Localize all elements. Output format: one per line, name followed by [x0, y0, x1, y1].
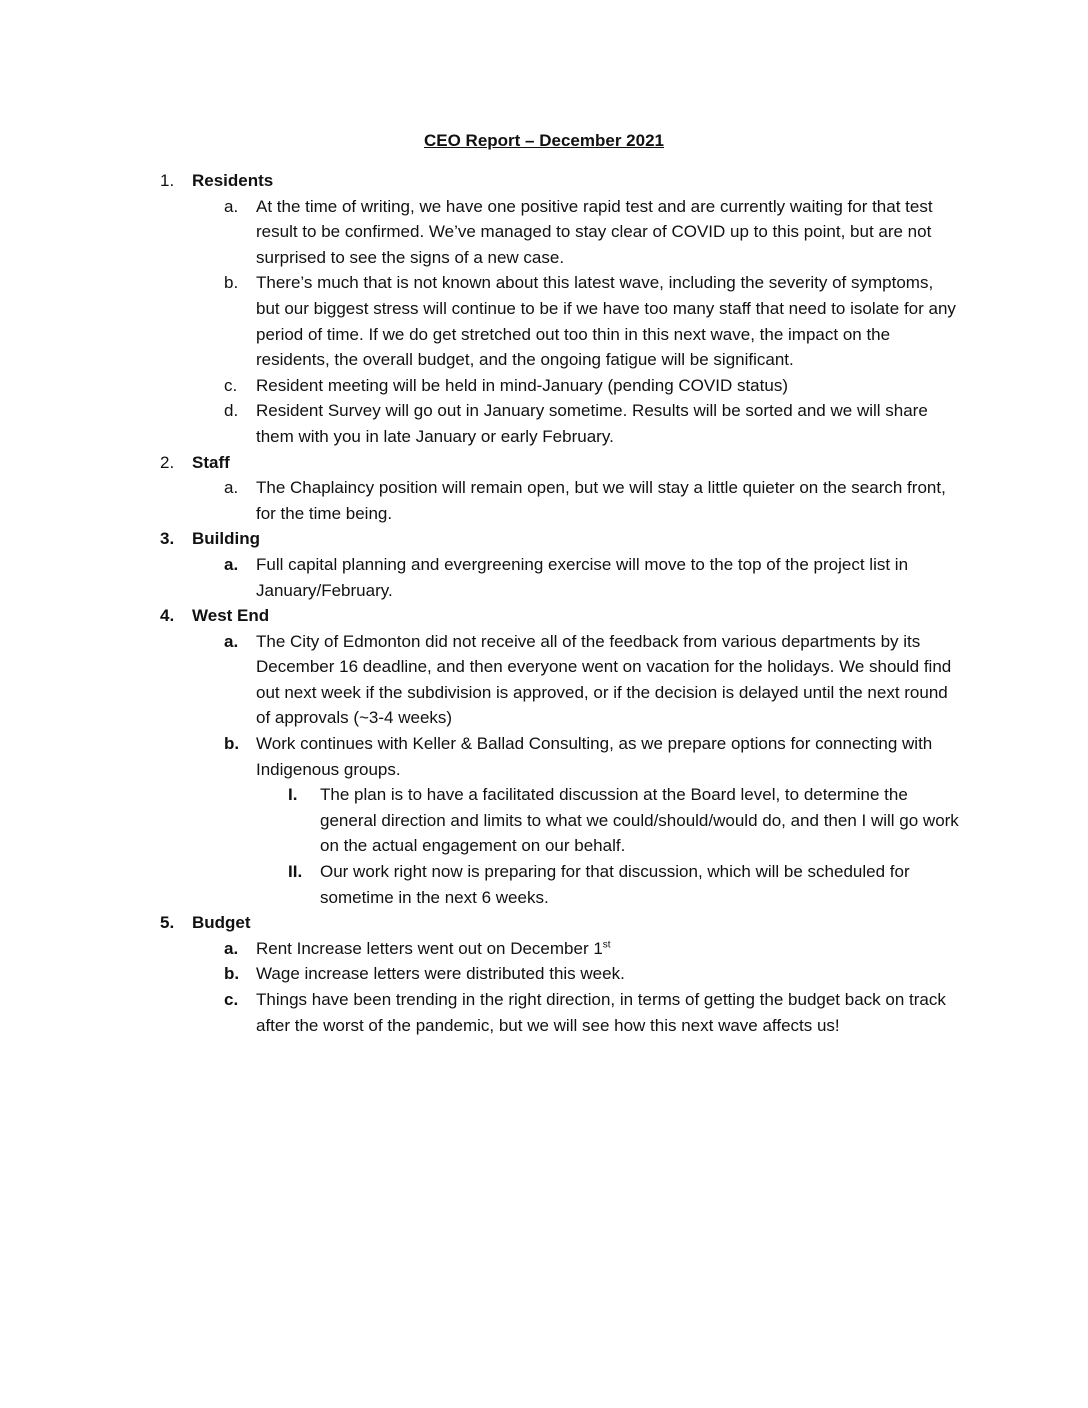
item-marker: a.	[224, 196, 239, 216]
section-number: 4.	[160, 606, 175, 626]
item-text: Things have been trending in the right direction, in terms of getting the budget back on track after the worst of the pandemic, but we will see how this next wave affects us!	[256, 990, 946, 1035]
report-sections	[160, 168, 960, 1038]
list-item	[160, 961, 960, 987]
sub-list-item	[160, 859, 960, 910]
list-item	[160, 629, 960, 731]
section-budget	[160, 910, 960, 1038]
section-residents	[160, 168, 960, 450]
section-heading	[160, 603, 960, 629]
section-heading	[160, 526, 960, 552]
sub-list-item	[160, 782, 960, 859]
subitem-text: The plan is to have a facilitated discussion at the Board level, to determine the general direction and limits to what we could/should/would do, and then I will go work on the actual engagement on our behalf.	[320, 785, 959, 856]
list-item	[160, 398, 960, 449]
section-staff	[160, 450, 960, 527]
list-item	[160, 270, 960, 372]
item-text: The Chaplaincy position will remain open, but we will stay a little quieter on the search front, for the time being.	[256, 478, 946, 523]
list-item	[160, 731, 960, 782]
item-text: Resident meeting will be held in mind-January (pending COVID status)	[256, 375, 788, 395]
item-marker: c.	[224, 990, 239, 1009]
section-west-end	[160, 603, 960, 910]
section-number: 2.	[160, 452, 175, 472]
section-title: Staff	[192, 452, 230, 472]
section-title: West End	[192, 606, 270, 626]
section-heading	[160, 910, 960, 936]
item-marker: c.	[224, 375, 238, 395]
item-marker: b.	[224, 734, 240, 754]
section-heading	[160, 450, 960, 476]
item-text: At the time of writing, we have one positive rapid test and are currently waiting for that test result to be confirmed. We’ve managed to stay clear of COVID up to this point, but are not surprised to see the signs of a new case.	[256, 196, 933, 267]
section-title: Building	[192, 529, 260, 549]
list-item	[160, 552, 960, 603]
section-number: 5.	[160, 913, 175, 933]
item-marker: b.	[224, 273, 239, 293]
list-item	[160, 194, 960, 271]
item-marker: b.	[224, 964, 240, 984]
list-item	[160, 373, 960, 399]
document-title: CEO Report – December 2021	[424, 131, 664, 150]
subitem-marker: I.	[288, 785, 298, 805]
subitem-marker: II.	[288, 862, 303, 882]
superscript-ordinal: st	[602, 939, 611, 951]
list-item	[160, 936, 960, 962]
item-marker: a.	[224, 938, 239, 958]
item-text: Resident Survey will go out in January sometime. Results will be sorted and we will share them with you in late January or early February.	[256, 401, 928, 446]
item-text: There’s much that is not known about this latest wave, including the severity of symptoms, but our biggest stress will continue to be if we have too many staff that need to isolate for any period of time. If we do get stretched out too thin in this next wave, the impact on the residents, the overall budget, and the ongoing fatigue will be significant.	[256, 273, 956, 370]
section-title: Residents	[192, 171, 274, 190]
section-title: Budget	[192, 913, 251, 933]
item-text: Work continues with Keller & Ballad Consulting, as we prepare options for connecting with Indigenous groups.	[256, 734, 933, 779]
subitem-text: Our work right now is preparing for that discussion, which will be scheduled for sometime in the next 6 weeks.	[320, 862, 910, 907]
section-number: 3.	[160, 529, 175, 549]
item-text: Rent Increase letters went out on December 1	[256, 938, 603, 958]
list-item	[160, 475, 960, 526]
item-marker: a.	[224, 478, 239, 498]
item-marker: a.	[224, 554, 239, 574]
item-text: Wage increase letters were distributed this week.	[256, 964, 625, 984]
list-item	[160, 987, 960, 1038]
section-heading	[160, 168, 960, 194]
item-marker: d.	[224, 401, 239, 421]
item-marker: a.	[224, 631, 239, 651]
item-text: The City of Edmonton did not receive all of the feedback from various departments by its December 16 deadline, and then everyone went on vacation for the holidays. We should find out next week if the subdivision is approved, or if the decision is delayed until the next round of approvals (~3-4 weeks)	[256, 631, 952, 728]
section-number: 1.	[160, 171, 175, 190]
section-building	[160, 526, 960, 603]
item-text: Full capital planning and evergreening exercise will move to the top of the project list in January/February.	[256, 554, 909, 600]
